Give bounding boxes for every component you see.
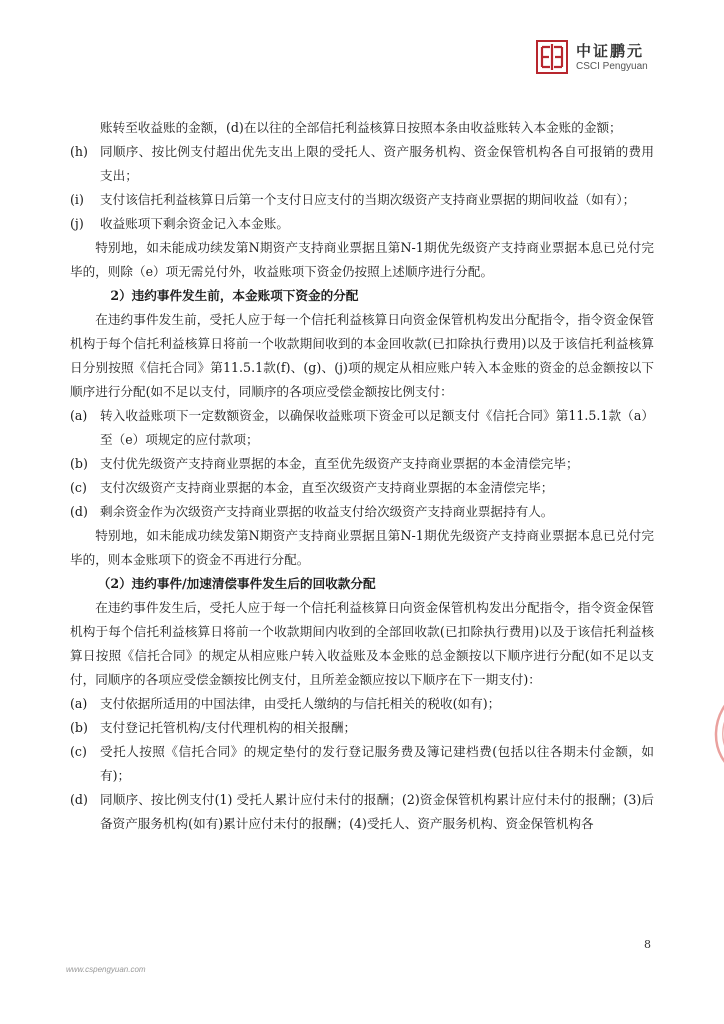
- item-label: (a): [70, 408, 88, 423]
- item-text: 支付次级资产支持商业票据的本金，直至次级资产支持商业票据的本金清偿完毕；: [100, 480, 554, 495]
- item-label: (c): [70, 480, 87, 495]
- list-item: [70, 404, 654, 452]
- item-text: 支付优先级资产支持商业票据的本金，直至优先级资产支持商业票据的本金清偿完毕；: [100, 456, 579, 471]
- document-body: [70, 116, 654, 836]
- item-label: (d): [70, 792, 88, 807]
- footer-url: www.cspengyuan.com: [66, 965, 146, 974]
- paragraph-special-1: 特别地，如未能成功续发第N期资产支持商业票据且第N-1期优先级资产支持商业票据本息已兑付完毕的，则除（e）项无需兑付外，收益账项下资金仍按照上述顺序进行分配。: [70, 240, 654, 279]
- item-label: (b): [70, 720, 88, 735]
- list-item: [70, 476, 654, 500]
- item-text: 支付依据所适用的中国法律，由受托人缴纳的与信托相关的税收(如有)；: [100, 696, 501, 711]
- item-label: (d): [70, 504, 88, 519]
- item-text: 剩余资金作为次级资产支持商业票据的收益支付给次级资产支持商业票据持有人。: [100, 504, 554, 519]
- item-text: 转入收益账项下一定数额资金，以确保收益账项下资金可以足额支付《信托合同》第11.5.1款（a）至（e）项规定的应付款项；: [100, 408, 654, 447]
- continued-line: 账转至收益账的金额，(d)在以往的全部信托利益核算日按照本条由收益账转入本金账的金额；: [100, 120, 622, 135]
- page-number: 8: [644, 938, 651, 951]
- logo-english-name: CSCI Pengyuan: [576, 60, 648, 72]
- item-label: (j): [70, 216, 84, 231]
- paragraph-default: 在违约事件发生后，受托人应于每一个信托利益核算日向资金保管机构发出分配指令，指令资金保管机构于每个信托利益核算日将前一个收款期间内收到的全部回收款(已扣除执行费用)以及于该信托利益核算日按照《信托合同》的规定从相应账户转入收益账及本金账的总金额按以下顺序进行分配(如不足以支付，同顺序的各项应受偿金额按比例支付，且所差金额应按以下顺序在下一期支付)：: [70, 600, 654, 687]
- item-label: (a): [70, 696, 88, 711]
- item-text: 同顺序、按比例支付超出优先支出上限的受托人、资产服务机构、资金保管机构各自可报销的费用支出；: [100, 144, 654, 183]
- section-heading-default: （2）违约事件/加速清偿事件发生后的回收款分配: [97, 576, 376, 591]
- list-item: [70, 716, 654, 740]
- list-item: [70, 500, 654, 524]
- item-text: 同顺序、按比例支付(1) 受托人累计应付未付的报酬；(2)资金保管机构累计应付未付的报酬；(3)后备资产服务机构(如有)累计应付未付的报酬；(4)受托人、资产服务机构、资金保管机构各: [100, 792, 654, 831]
- seal-stamp-icon: [702, 688, 724, 778]
- list-item-j: [70, 212, 654, 236]
- section-heading-principal: 2）违约事件发生前，本金账项下资金的分配: [110, 288, 359, 303]
- list-item: [70, 452, 654, 476]
- item-text: 支付该信托利益核算日后第一个支付日应支付的当期次级资产支持商业票据的期间收益（如有）；: [100, 192, 636, 207]
- list-item-h: [70, 140, 654, 188]
- item-label: (i): [70, 192, 84, 207]
- list-item: [70, 788, 654, 836]
- item-label: (c): [70, 744, 87, 759]
- logo-chinese-name: 中证鹏元: [576, 41, 645, 60]
- list-item-i: [70, 188, 654, 212]
- item-text: 收益账项下剩余资金记入本金账。: [100, 216, 289, 231]
- item-label: (h): [70, 144, 88, 159]
- company-logo: [536, 40, 648, 74]
- list-item: [70, 692, 654, 716]
- item-text: 支付登记托管机构/支付代理机构的相关报酬；: [100, 720, 357, 735]
- cscipy-logo-icon: [536, 40, 568, 74]
- item-text: 受托人按照《信托合同》的规定垫付的发行登记服务费及簿记建档费(包括以往各期未付金额，如有)；: [100, 744, 654, 783]
- item-label: (b): [70, 456, 88, 471]
- list-item: [70, 740, 654, 788]
- paragraph-principal: 在违约事件发生前，受托人应于每一个信托利益核算日向资金保管机构发出分配指令，指令资金保管机构于每个信托利益核算日将前一个收款期间收到的本金回收款(已扣除执行费用)以及于该信托利益核算日分别按照《信托合同》第11.5.1款(f)、(g)、(j)项的规定从相应账户转入本金账的资金的总金额按以下顺序进行分配(如不足以支付，同顺序的各项应受偿金额按比例支付：: [70, 312, 654, 399]
- paragraph-special-2: 特别地，如未能成功续发第N期资产支持商业票据且第N-1期优先级资产支持商业票据本息已兑付完毕的，则本金账项下的资金不再进行分配。: [70, 528, 654, 567]
